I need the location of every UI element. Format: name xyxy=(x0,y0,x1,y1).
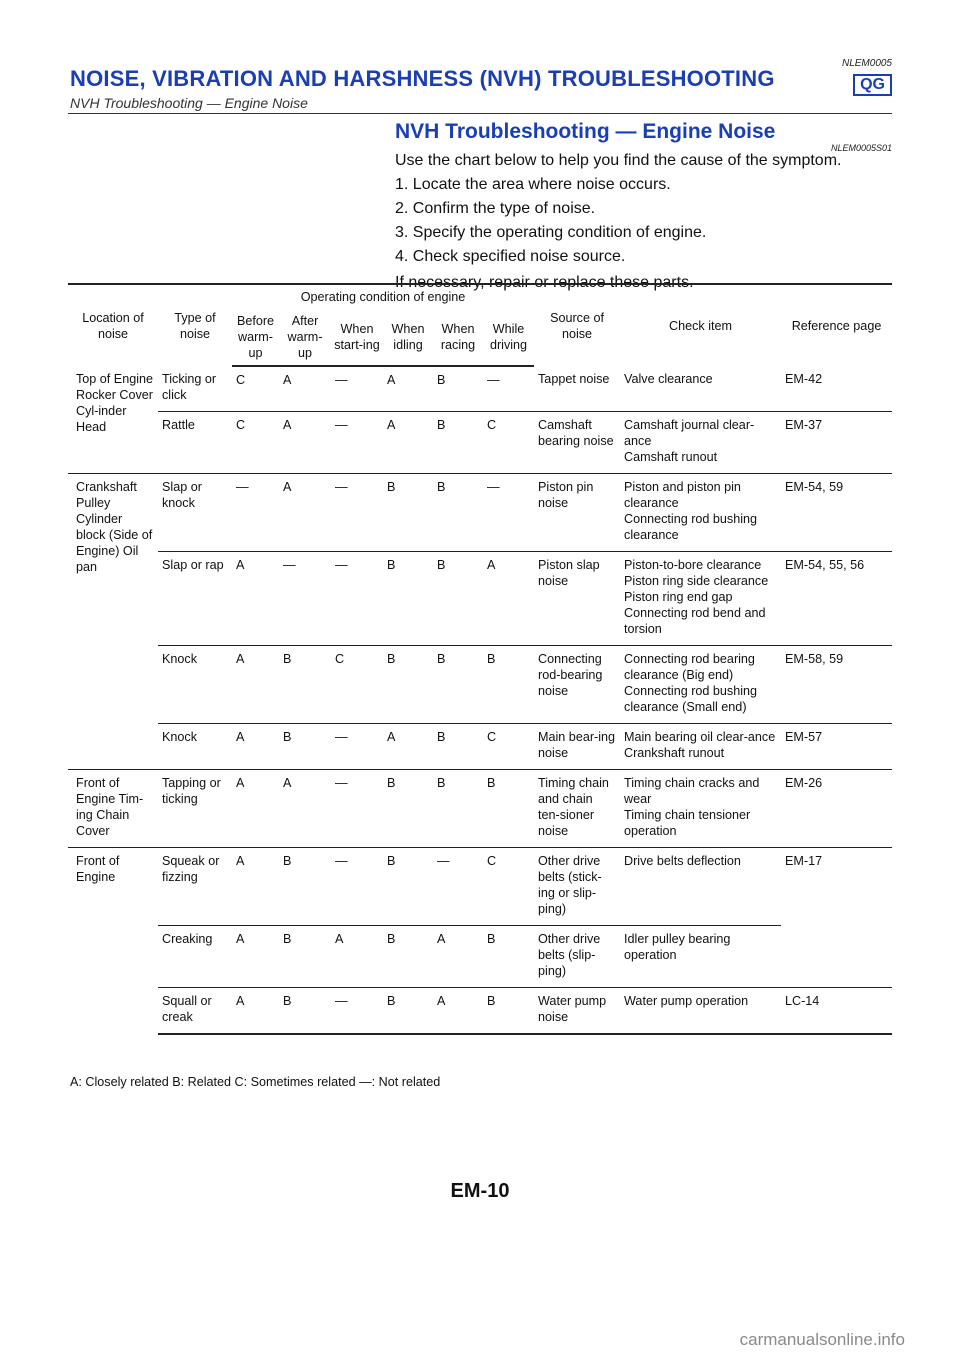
noise-type: Slap or rap xyxy=(158,552,232,646)
header-check-item: Check item xyxy=(620,284,781,366)
when-racing: B xyxy=(433,770,483,848)
check-item-line: Piston ring side clearance xyxy=(624,574,769,588)
noise-type: Knock xyxy=(158,646,232,724)
step-4: 4. Check specified noise source. xyxy=(395,248,626,265)
while-driving: A xyxy=(483,552,534,646)
header-type: Type of noise xyxy=(158,284,232,366)
table-row xyxy=(68,552,892,646)
after-warmup: B xyxy=(279,988,331,1035)
while-driving: — xyxy=(487,373,500,387)
noise-type: Ticking or click xyxy=(162,372,217,402)
noise-location: Top of Engine Rocker Cover Cyl-inder Head xyxy=(76,372,154,434)
check-item xyxy=(620,926,781,988)
check-item-line: Connecting rod bend and torsion xyxy=(624,606,766,636)
when-idling: B xyxy=(383,848,433,926)
check-item xyxy=(620,552,781,646)
step-3: 3. Specify the operating condition of engine. xyxy=(395,224,707,241)
check-item xyxy=(620,724,781,770)
after-warmup: B xyxy=(279,848,331,926)
when-racing: B xyxy=(433,646,483,724)
chapter-title: NOISE, VIBRATION AND HARSHNESS (NVH) TROUBLESHOOTING xyxy=(70,66,775,91)
before-warmup: A xyxy=(232,646,279,724)
after-warmup: B xyxy=(279,646,331,724)
when-starting: — xyxy=(331,474,383,552)
check-item-line: Timing chain tensioner operation xyxy=(624,808,751,838)
when-idling: B xyxy=(383,646,433,724)
watermark: carmanualsonline.info xyxy=(739,1330,905,1349)
when-starting: — xyxy=(335,373,348,387)
when-starting: — xyxy=(331,988,383,1035)
after-warmup: A xyxy=(283,373,292,387)
noise-source: Tappet noise xyxy=(538,372,610,386)
reference-page: EM-17 xyxy=(781,848,892,988)
noise-type: Tapping or ticking xyxy=(158,770,232,848)
section-title: NVH Troubleshooting — Engine Noise xyxy=(395,120,776,143)
check-item xyxy=(620,646,781,724)
table-row xyxy=(68,724,892,770)
noise-source: Water pump noise xyxy=(534,988,620,1035)
check-item-line: Idler pulley bearing operation xyxy=(624,932,731,962)
header-reference: Reference page xyxy=(781,284,892,366)
reference-page: LC-14 xyxy=(781,988,892,1035)
header-location: Location of noise xyxy=(68,284,158,366)
noise-source: Other drive belts (slip-ping) xyxy=(534,926,620,988)
when-starting: — xyxy=(331,412,383,474)
noise-type: Rattle xyxy=(158,412,232,474)
when-idling: B xyxy=(383,988,433,1035)
reference-page: EM-57 xyxy=(781,724,892,770)
table-row xyxy=(68,988,892,1035)
noise-source: Piston pin noise xyxy=(534,474,620,552)
intro-text: Use the chart below to help you find the cause of the symptom. xyxy=(395,152,842,169)
noise-type: Slap or knock xyxy=(158,474,232,552)
header-before-warmup: Before warm-up xyxy=(232,309,279,366)
reference-page: EM-54, 55, 56 xyxy=(781,552,892,646)
check-item xyxy=(620,848,781,926)
when-starting: — xyxy=(331,848,383,926)
before-warmup: A xyxy=(232,724,279,770)
chapter-subtitle: NVH Troubleshooting — Engine Noise xyxy=(70,95,308,111)
reference-page: EM-26 xyxy=(781,770,892,848)
reference-page: EM-54, 59 xyxy=(781,474,892,552)
check-item xyxy=(620,474,781,552)
table-row xyxy=(68,848,892,926)
when-starting: — xyxy=(331,770,383,848)
when-starting: — xyxy=(331,552,383,646)
header-when-starting: When start-ing xyxy=(331,309,383,366)
table-row xyxy=(68,926,892,988)
when-idling: A xyxy=(383,412,433,474)
intro-block xyxy=(395,149,841,295)
header-after-warmup: After warm-up xyxy=(279,309,331,366)
noise-source: Camshaft bearing noise xyxy=(534,412,620,474)
engine-noise-table xyxy=(68,283,892,1035)
header-source: Source of noise xyxy=(534,284,620,366)
check-item-line: Water pump operation xyxy=(624,994,749,1008)
when-starting: — xyxy=(331,724,383,770)
reference-page: EM-37 xyxy=(781,412,892,474)
engine-badge: QG xyxy=(853,74,892,96)
noise-type: Knock xyxy=(158,724,232,770)
while-driving: C xyxy=(483,724,534,770)
while-driving: B xyxy=(483,770,534,848)
when-idling: B xyxy=(383,770,433,848)
check-item xyxy=(620,412,781,474)
header-rule xyxy=(68,113,892,114)
when-racing: A xyxy=(433,926,483,988)
after-warmup: A xyxy=(279,412,331,474)
while-driving: — xyxy=(483,474,534,552)
when-idling: B xyxy=(383,552,433,646)
section-code: NLEM0005S01 xyxy=(830,143,892,153)
when-idling: B xyxy=(383,474,433,552)
while-driving: B xyxy=(483,646,534,724)
when-idling: A xyxy=(387,373,396,387)
check-item-line: Timing chain cracks and wear xyxy=(624,776,760,806)
check-item xyxy=(620,770,781,848)
after-warmup: A xyxy=(279,770,331,848)
noise-source: Timing chain and chain ten-sioner noise xyxy=(534,770,620,848)
table-row xyxy=(68,366,892,412)
noise-source: Connecting rod-bearing noise xyxy=(534,646,620,724)
after-warmup: B xyxy=(279,724,331,770)
page-number: EM-10 xyxy=(450,1180,510,1202)
noise-location: Front of Engine Tim-ing Chain Cover xyxy=(68,770,158,848)
when-starting: C xyxy=(331,646,383,724)
noise-type: Creaking xyxy=(158,926,232,988)
noise-location: Front of Engine xyxy=(68,848,158,1035)
when-racing: B xyxy=(433,724,483,770)
when-racing: B xyxy=(433,412,483,474)
check-item-line: Connecting rod bearing clearance (Big end) xyxy=(624,652,755,682)
document-code: NLEM0005 xyxy=(841,58,892,69)
check-item xyxy=(620,366,781,412)
noise-source: Main bear-ing noise xyxy=(534,724,620,770)
header-operating-condition: Operating condition of engine xyxy=(232,284,534,309)
header-while-driving: While driving xyxy=(483,309,534,366)
step-2: 2. Confirm the type of noise. xyxy=(395,200,596,217)
when-racing: B xyxy=(437,373,446,387)
when-starting: A xyxy=(331,926,383,988)
before-warmup: A xyxy=(232,988,279,1035)
noise-location: Crankshaft Pulley Cylinder block (Side of Engine) Oil pan xyxy=(68,474,158,770)
before-warmup: — xyxy=(232,474,279,552)
while-driving: B xyxy=(483,988,534,1035)
before-warmup: A xyxy=(232,848,279,926)
reference-page: EM-42 xyxy=(785,372,823,386)
after-warmup: — xyxy=(279,552,331,646)
before-warmup: C xyxy=(232,412,279,474)
when-racing: B xyxy=(433,552,483,646)
after-warmup: A xyxy=(279,474,331,552)
check-item-line: Valve clearance xyxy=(624,372,713,386)
check-item-line: Piston-to-bore clearance xyxy=(624,558,762,572)
check-item-line: Connecting rod bushing clearance (Small end) xyxy=(624,684,758,714)
check-item-line: Piston ring end gap xyxy=(624,590,733,604)
legend-footnote: A: Closely related B: Related C: Sometimes related —: Not related xyxy=(70,1075,441,1089)
check-item-line: Drive belts deflection xyxy=(624,854,741,868)
header-when-racing: When racing xyxy=(433,309,483,366)
check-item-line: Camshaft journal clear-ance xyxy=(624,418,755,448)
when-idling: B xyxy=(383,926,433,988)
table-row xyxy=(68,646,892,724)
check-item-line: Crankshaft runout xyxy=(624,746,725,760)
noise-type: Squall or creak xyxy=(158,988,232,1035)
while-driving: C xyxy=(483,848,534,926)
repair-note: If necessary, repair or replace these parts. xyxy=(395,274,694,291)
table-row xyxy=(68,770,892,848)
check-item-line: Connecting rod bushing clearance xyxy=(624,512,758,542)
when-racing: B xyxy=(433,474,483,552)
noise-source: Other drive belts (stick-ing or slip-ping) xyxy=(534,848,620,926)
after-warmup: B xyxy=(279,926,331,988)
header-when-idling: When idling xyxy=(383,309,433,366)
before-warmup: A xyxy=(232,926,279,988)
noise-type: Squeak or fizzing xyxy=(158,848,232,926)
check-item-line: Camshaft runout xyxy=(624,450,718,464)
step-1: 1. Locate the area where noise occurs. xyxy=(395,176,671,193)
table-row xyxy=(68,474,892,552)
when-idling: A xyxy=(383,724,433,770)
noise-source: Piston slap noise xyxy=(534,552,620,646)
when-racing: — xyxy=(433,848,483,926)
when-racing: A xyxy=(433,988,483,1035)
while-driving: C xyxy=(483,412,534,474)
reference-page: EM-58, 59 xyxy=(781,646,892,724)
check-item-line: Piston and piston pin clearance xyxy=(624,480,741,510)
table-row xyxy=(68,412,892,474)
before-warmup: A xyxy=(232,552,279,646)
before-warmup: C xyxy=(236,373,246,387)
check-item xyxy=(620,988,781,1035)
before-warmup: A xyxy=(232,770,279,848)
check-item-line: Main bearing oil clear-ance xyxy=(624,730,776,744)
while-driving: B xyxy=(483,926,534,988)
